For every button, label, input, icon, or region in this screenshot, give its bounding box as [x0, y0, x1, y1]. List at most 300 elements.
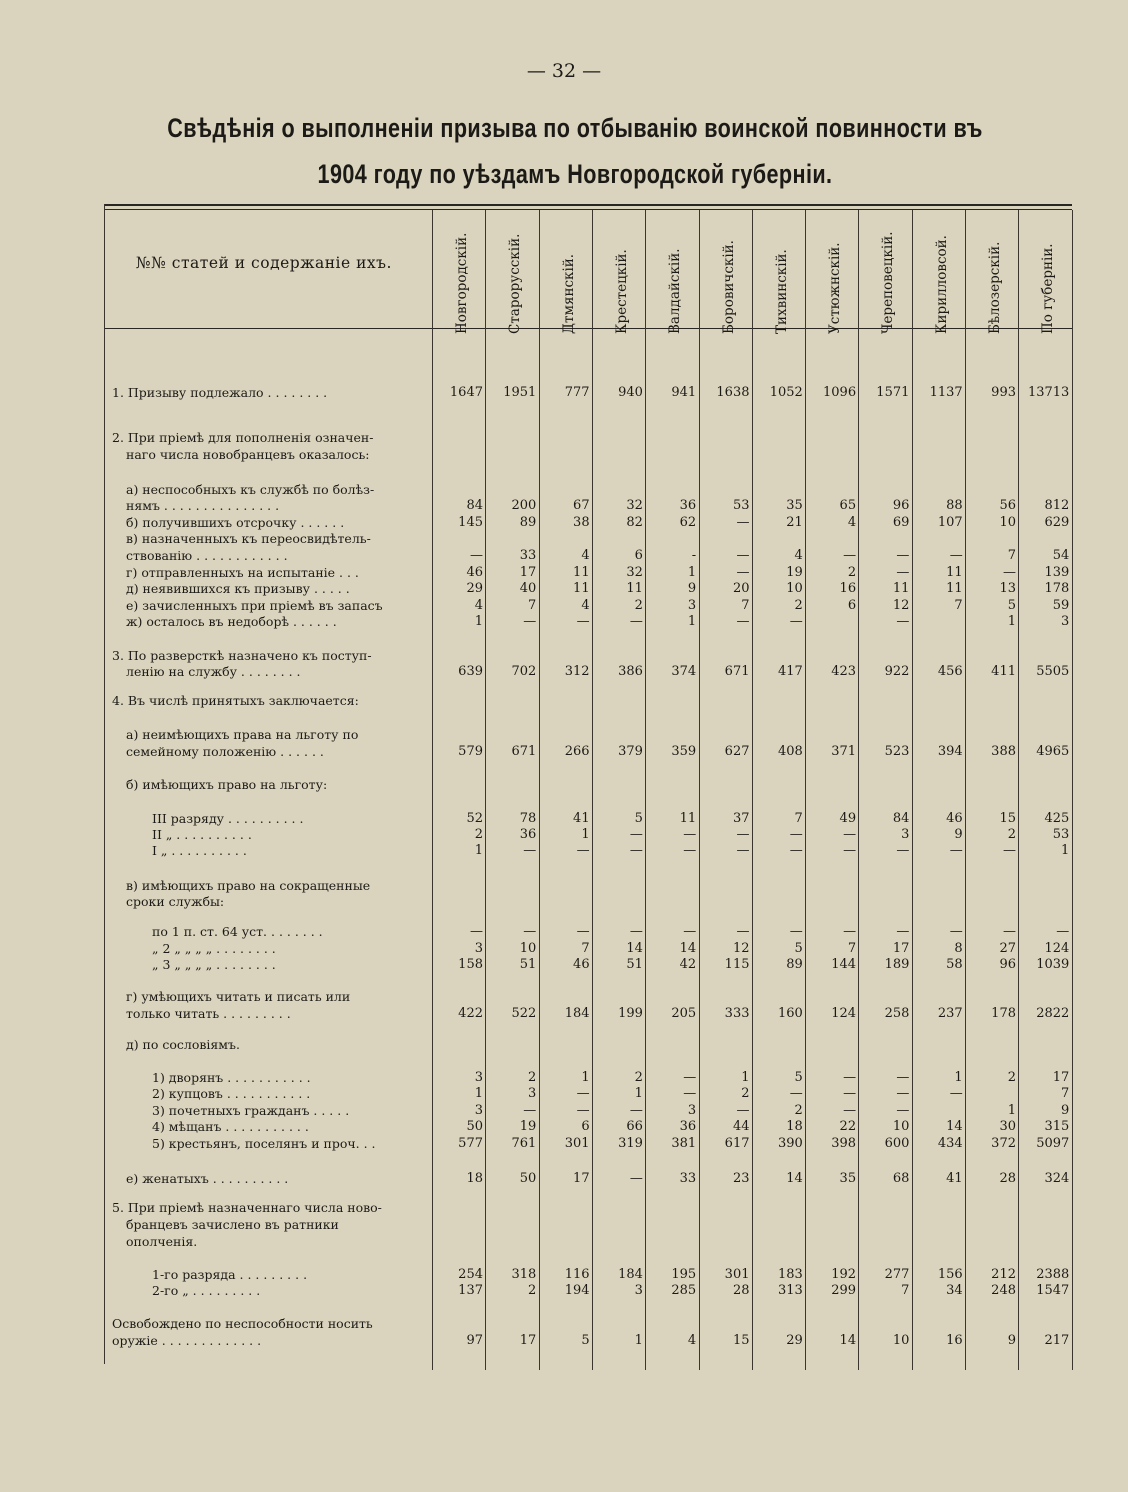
row-label: в) назначенныхъ къ переосвидѣтель- — [126, 531, 371, 546]
row-label: 2-го „ . . . . . . . . . — [152, 1283, 261, 1298]
table-cell: 254 — [458, 1267, 483, 1282]
row-label: в) имѣющихъ право на сокращенные — [126, 878, 371, 893]
table-cell: 371 — [831, 744, 857, 759]
table-cell: — — [736, 827, 750, 842]
table-cell: 627 — [724, 744, 750, 759]
table-cell: — — [896, 1086, 910, 1101]
table-cell: 33 — [519, 548, 537, 563]
table-cell: 7 — [794, 811, 803, 826]
table-cell: 1052 — [769, 385, 803, 400]
table-cell: 248 — [991, 1283, 1016, 1298]
table-cell: 374 — [671, 664, 697, 679]
table-cell: — — [736, 565, 750, 580]
table-cell: — — [949, 1086, 963, 1101]
table-cell: 116 — [564, 1267, 590, 1282]
table-cell: 639 — [458, 664, 483, 679]
table-cell: — — [789, 827, 803, 842]
table-cell: 671 — [724, 664, 750, 679]
table-cell: 84 — [892, 811, 910, 826]
table-cell: 941 — [671, 385, 697, 400]
table-cell: 97 — [466, 1333, 483, 1348]
table-cell: 408 — [777, 744, 803, 759]
row-label: 2) купцовъ . . . . . . . . . . . — [152, 1086, 311, 1101]
table-cell: 3 — [687, 598, 697, 613]
table-cell: 434 — [937, 1136, 963, 1151]
table-cell: — — [629, 924, 643, 939]
table-cell: 115 — [724, 957, 750, 972]
table-cell: 17 — [892, 941, 910, 956]
table-cell: 178 — [991, 1006, 1016, 1021]
table-cell: 195 — [671, 1267, 697, 1282]
table-cell: — — [629, 1103, 643, 1118]
row-label: 2. При пріемѣ для пополненія означен- — [112, 430, 374, 445]
table-cell: — — [683, 1086, 697, 1101]
table-cell: — — [896, 548, 910, 563]
table-cell: 4 — [687, 1333, 697, 1348]
table-cell: 2 — [741, 1086, 750, 1101]
table-cell: 359 — [671, 744, 697, 759]
table-cell: 425 — [1044, 811, 1070, 826]
table-cell: 372 — [991, 1136, 1016, 1151]
table-cell: 1 — [581, 827, 590, 842]
table-cell: — — [949, 843, 963, 858]
table-cell: 50 — [466, 1119, 483, 1134]
table-cell: 3 — [474, 1103, 483, 1118]
table-cell: 11 — [626, 581, 643, 596]
stub-header: №№ статей и содержаніе ихъ. — [136, 254, 392, 272]
table-cell: 41 — [946, 1171, 963, 1186]
table-cell: 53 — [732, 498, 750, 513]
table-cell: 14 — [786, 1171, 803, 1186]
table-cell: — — [736, 614, 750, 629]
row-label: ствованію . . . . . . . . . . . . — [126, 548, 288, 563]
table-cell: 2388 — [1036, 1267, 1070, 1282]
table-cell: 58 — [946, 957, 963, 972]
table-cell: 35 — [839, 1171, 857, 1186]
table-cell: 12 — [732, 941, 750, 956]
table-cell: 8 — [954, 941, 963, 956]
table-cell: 7 — [1007, 548, 1016, 563]
table-cell: 6 — [581, 1119, 590, 1134]
table-cell: 386 — [618, 664, 643, 679]
table-cell: 29 — [786, 1333, 803, 1348]
table-cell: 34 — [946, 1283, 963, 1298]
table-cell: 184 — [618, 1267, 643, 1282]
table-cell: 3 — [528, 1086, 537, 1101]
table-cell: 23 — [732, 1171, 750, 1186]
table-cell: 15 — [999, 811, 1016, 826]
table-cell: 17 — [519, 1333, 537, 1348]
table-left-rule — [104, 204, 105, 1364]
table-cell: 49 — [839, 811, 857, 826]
table-cell: — — [470, 924, 483, 939]
table-cell: 7 — [901, 1283, 910, 1298]
table-cell: — — [576, 1086, 590, 1101]
table-cell: 333 — [724, 1006, 750, 1021]
table-cell: 189 — [884, 957, 910, 972]
row-label: д) по сословіямъ. — [126, 1037, 240, 1052]
table-cell: 27 — [999, 941, 1016, 956]
table-cell: — — [523, 843, 537, 858]
table-cell: 107 — [937, 515, 963, 530]
table-cell: 1 — [474, 843, 483, 858]
table-cell: 277 — [884, 1267, 910, 1282]
table-cell: 1096 — [823, 385, 857, 400]
table-cell: 37 — [732, 811, 750, 826]
table-cell: 315 — [1044, 1119, 1070, 1134]
table-cell: 59 — [1052, 598, 1070, 613]
table-cell: — — [629, 827, 643, 842]
table-cell: 14 — [626, 941, 643, 956]
table-cell: 184 — [564, 1006, 590, 1021]
table-cell: 28 — [999, 1171, 1016, 1186]
column-header: Череповецкій. — [880, 231, 897, 334]
table-cell: 299 — [831, 1283, 857, 1298]
table-cell: 6 — [634, 548, 643, 563]
table-cell: 139 — [1044, 565, 1070, 580]
table-cell: 579 — [458, 744, 483, 759]
row-label: ополченія. — [126, 1234, 198, 1249]
column-rule — [1072, 210, 1073, 1370]
table-cell: 617 — [724, 1136, 750, 1151]
table-cell: — — [789, 843, 803, 858]
table-cell: 1 — [954, 1070, 963, 1085]
table-cell: 9 — [954, 827, 963, 842]
table-cell: 1 — [1007, 1103, 1016, 1118]
table-cell: 29 — [466, 581, 483, 596]
table-cell: 17 — [1052, 1070, 1070, 1085]
table-cell: 46 — [466, 565, 483, 580]
table-cell: 67 — [573, 498, 590, 513]
table-cell: 6 — [847, 598, 857, 613]
table-cell: 144 — [831, 957, 857, 972]
table-cell: 312 — [564, 664, 590, 679]
row-label: „ 2 „ „ „ „ . . . . . . . . — [152, 941, 276, 956]
table-cell: 456 — [937, 664, 963, 679]
row-label: г) умѣющихъ читать и писать или — [126, 989, 351, 1004]
table-cell: — — [736, 924, 750, 939]
table-cell: 66 — [626, 1119, 643, 1134]
column-rule — [805, 210, 806, 1370]
table-cell: 124 — [1044, 941, 1070, 956]
column-header: Дтмянскій. — [560, 253, 577, 334]
statistics-table — [104, 204, 1072, 1376]
row-label: ленію на службу . . . . . . . . — [126, 664, 301, 679]
table-cell: 53 — [1052, 827, 1070, 842]
row-label: а) неспособныхъ къ службѣ по болѣз- — [126, 482, 375, 497]
table-cell: 4 — [847, 515, 857, 530]
table-cell: — — [896, 1070, 910, 1085]
table-cell: 3 — [901, 827, 910, 842]
table-cell: 1039 — [1036, 957, 1070, 972]
table-cell: 3 — [634, 1283, 643, 1298]
table-cell: — — [1003, 843, 1016, 858]
row-label: бранцевъ зачислено въ ратники — [126, 1217, 339, 1232]
table-cell: 178 — [1044, 581, 1070, 596]
table-top-rule — [104, 204, 1072, 206]
table-cell: 2 — [528, 1283, 537, 1298]
table-cell: — — [896, 843, 910, 858]
table-cell: 1 — [474, 614, 483, 629]
column-rule — [592, 210, 593, 1370]
table-cell: 671 — [511, 744, 537, 759]
table-cell: — — [1056, 924, 1070, 939]
table-cell: — — [896, 614, 910, 629]
table-cell: 1 — [687, 614, 697, 629]
table-cell: 28 — [732, 1283, 750, 1298]
table-cell: 7 — [847, 941, 857, 956]
table-cell: 5 — [794, 1070, 803, 1085]
table-cell: 183 — [777, 1267, 803, 1282]
table-cell: 5 — [794, 941, 803, 956]
table-cell: 145 — [458, 515, 483, 530]
row-label: г) отправленныхъ на испытаніе . . . — [126, 565, 359, 580]
table-cell: 301 — [724, 1267, 750, 1282]
table-cell: 88 — [946, 498, 963, 513]
table-cell: 324 — [1044, 1171, 1070, 1186]
table-cell: 993 — [991, 385, 1016, 400]
table-cell: 44 — [732, 1119, 750, 1134]
table-cell: 19 — [519, 1119, 537, 1134]
table-cell: — — [629, 1171, 643, 1186]
column-rule — [699, 210, 700, 1370]
row-label: 5. При пріемѣ назначеннаго числа ново- — [112, 1200, 382, 1215]
table-cell: 212 — [991, 1267, 1016, 1282]
table-cell: — — [629, 614, 643, 629]
table-cell: 11 — [573, 581, 590, 596]
table-cell: 1571 — [876, 385, 910, 400]
table-cell: — — [629, 843, 643, 858]
column-rule — [485, 210, 486, 1370]
table-cell: 65 — [839, 498, 857, 513]
table-cell: 82 — [626, 515, 643, 530]
table-cell: 922 — [884, 664, 910, 679]
table-cell: 577 — [458, 1136, 483, 1151]
table-cell: 68 — [892, 1171, 910, 1186]
table-cell: 381 — [671, 1136, 697, 1151]
table-cell: 237 — [937, 1006, 963, 1021]
row-label: ж) осталось въ недоборѣ . . . . . . — [126, 614, 337, 629]
table-cell: 702 — [511, 664, 537, 679]
row-label: „ 3 „ „ „ „ . . . . . . . . — [152, 957, 276, 972]
table-cell: 124 — [831, 1006, 857, 1021]
table-cell: 18 — [786, 1119, 803, 1134]
table-cell: 522 — [511, 1006, 537, 1021]
row-label: е) женатыхъ . . . . . . . . . . — [126, 1171, 289, 1186]
table-cell: 17 — [573, 1171, 590, 1186]
column-rule — [432, 210, 433, 1370]
table-cell: 41 — [573, 811, 590, 826]
table-cell: 1547 — [1036, 1283, 1070, 1298]
column-header: Старорусскій. — [507, 233, 524, 334]
table-cell: 2 — [634, 1070, 643, 1085]
table-cell: 32 — [626, 498, 643, 513]
table-cell: 2 — [794, 1103, 803, 1118]
table-cell: 1 — [741, 1070, 750, 1085]
table-cell: 4 — [581, 598, 590, 613]
table-cell: 388 — [991, 744, 1016, 759]
table-cell: 137 — [458, 1283, 483, 1298]
table-cell: 22 — [839, 1119, 857, 1134]
table-cell: 1 — [634, 1086, 643, 1101]
table-cell: 13713 — [1027, 385, 1070, 400]
table-cell: 14 — [679, 941, 697, 956]
row-label: I „ . . . . . . . . . . — [152, 843, 247, 858]
table-cell: 5505 — [1036, 664, 1070, 679]
table-cell: — — [736, 515, 750, 530]
table-cell: — — [843, 827, 857, 842]
table-cell: 1 — [581, 1070, 590, 1085]
table-cell: 9 — [687, 581, 697, 596]
table-cell: — — [736, 548, 750, 563]
table-cell: 217 — [1044, 1333, 1070, 1348]
table-cell: 96 — [892, 498, 910, 513]
table-cell: 5 — [581, 1333, 590, 1348]
table-cell: 423 — [831, 664, 857, 679]
table-cell: 417 — [777, 664, 803, 679]
table-cell: 78 — [519, 811, 537, 826]
table-cell: 56 — [999, 498, 1016, 513]
row-label: 3. По разверсткѣ назначено къ поступ- — [112, 648, 372, 663]
table-cell: — — [576, 924, 590, 939]
table-cell: — — [843, 1070, 857, 1085]
table-cell: 5 — [634, 811, 643, 826]
table-cell: — — [1003, 924, 1016, 939]
row-label: III разряду . . . . . . . . . . — [152, 811, 304, 826]
table-cell: — — [949, 924, 963, 939]
table-cell: 411 — [991, 664, 1016, 679]
table-top-rule-inner — [104, 209, 1072, 210]
table-cell: 200 — [511, 498, 537, 513]
row-label: по 1 п. ст. 64 уст. . . . . . . . — [152, 924, 323, 939]
table-cell: — — [1003, 565, 1016, 580]
row-label: 3) почетныхъ гражданъ . . . . . — [152, 1103, 350, 1118]
table-cell: 199 — [618, 1006, 643, 1021]
table-cell: 1 — [687, 565, 697, 580]
table-cell: 285 — [671, 1283, 697, 1298]
row-label: а) неимѣющихъ права на льготу по — [126, 727, 359, 742]
table-cell: 3 — [687, 1103, 697, 1118]
table-cell: 379 — [618, 744, 643, 759]
table-cell: 3 — [1061, 614, 1070, 629]
table-cell: 205 — [671, 1006, 697, 1021]
row-label: б) имѣющихъ право на льготу: — [126, 777, 328, 792]
column-header: Валдайскій. — [667, 248, 684, 334]
table-cell: 9 — [1007, 1333, 1016, 1348]
table-cell: — — [683, 924, 697, 939]
table-cell: 13 — [999, 581, 1016, 596]
table-cell: 194 — [564, 1283, 590, 1298]
table-cell: — — [736, 1103, 750, 1118]
table-cell: 422 — [458, 1006, 483, 1021]
table-cell: 394 — [937, 744, 963, 759]
table-cell: 15 — [732, 1333, 750, 1348]
table-cell: — — [789, 614, 803, 629]
table-cell: 319 — [618, 1136, 643, 1151]
table-cell: — — [683, 843, 697, 858]
table-cell: 318 — [511, 1267, 537, 1282]
table-cell: 38 — [573, 515, 590, 530]
table-cell: 600 — [884, 1136, 910, 1151]
table-cell: 18 — [466, 1171, 483, 1186]
table-cell: — — [896, 565, 910, 580]
table-cell: — — [523, 1103, 537, 1118]
table-cell: 69 — [892, 515, 910, 530]
row-label: наго числа новобранцевъ оказалось: — [126, 447, 370, 462]
table-cell: — — [843, 1086, 857, 1101]
table-cell: 14 — [946, 1119, 963, 1134]
table-cell: — — [576, 843, 590, 858]
table-cell: 36 — [519, 827, 537, 842]
page-title: Свѣдѣнія о выполненіи призыва по отбыванію воинской повинности въ 1904 году по уѣздамъ Новгородской губерніи. — [167, 113, 983, 189]
table-cell: 1137 — [929, 385, 963, 400]
table-cell: — — [523, 924, 537, 939]
row-label: 1-го разряда . . . . . . . . . — [152, 1267, 308, 1282]
table-cell: 21 — [786, 515, 803, 530]
table-cell: 7 — [954, 598, 963, 613]
table-cell: - — [691, 548, 697, 563]
row-label: 4. Въ числѣ принятыхъ заключается: — [112, 693, 359, 708]
table-cell: 33 — [679, 1171, 697, 1186]
table-cell: 940 — [618, 385, 643, 400]
table-cell: 3 — [474, 1070, 483, 1085]
table-cell: 1 — [634, 1333, 643, 1348]
table-cell: 46 — [573, 957, 590, 972]
column-header: Новгородскій. — [454, 232, 470, 334]
page-number: — 32 — — [526, 60, 602, 82]
table-cell: 10 — [786, 581, 803, 596]
table-cell: 2 — [794, 598, 803, 613]
table-cell: — — [843, 1103, 857, 1118]
table-cell: 7 — [1061, 1086, 1070, 1101]
table-cell: — — [683, 1070, 697, 1085]
table-cell: 36 — [679, 498, 697, 513]
table-cell: 7 — [581, 941, 590, 956]
table-cell: 9 — [1061, 1103, 1070, 1118]
table-cell: 777 — [564, 385, 590, 400]
table-cell: 390 — [777, 1136, 803, 1151]
table-cell: 5 — [1007, 598, 1016, 613]
table-cell: — — [843, 924, 857, 939]
table-cell: 54 — [1052, 548, 1070, 563]
table-cell: 761 — [511, 1136, 537, 1151]
table-cell: — — [736, 843, 750, 858]
row-label: нямъ . . . . . . . . . . . . . . . — [126, 498, 280, 513]
table-cell: — — [576, 614, 590, 629]
table-cell: 11 — [892, 581, 910, 596]
table-cell: 7 — [528, 598, 537, 613]
table-cell: 812 — [1044, 498, 1070, 513]
table-cell: 266 — [564, 744, 590, 759]
table-cell: — — [470, 548, 483, 563]
table-cell: — — [576, 1103, 590, 1118]
table-cell: — — [896, 924, 910, 939]
column-rule — [539, 210, 540, 1370]
table-cell: 30 — [999, 1119, 1016, 1134]
table-cell: 51 — [519, 957, 537, 972]
table-cell: 301 — [564, 1136, 590, 1151]
table-cell: 523 — [884, 744, 910, 759]
table-cell: 398 — [831, 1136, 857, 1151]
column-header: Кирилловсой. — [933, 235, 950, 334]
row-label: 4) мѣщанъ . . . . . . . . . . . — [152, 1119, 309, 1134]
table-cell: 192 — [831, 1267, 857, 1282]
column-header: Крестецкій. — [613, 249, 630, 334]
row-label: сроки службы: — [126, 894, 225, 909]
table-cell: 11 — [679, 811, 697, 826]
column-header: Бѣлозерскій. — [987, 241, 1003, 334]
table-cell: 2 — [634, 598, 643, 613]
